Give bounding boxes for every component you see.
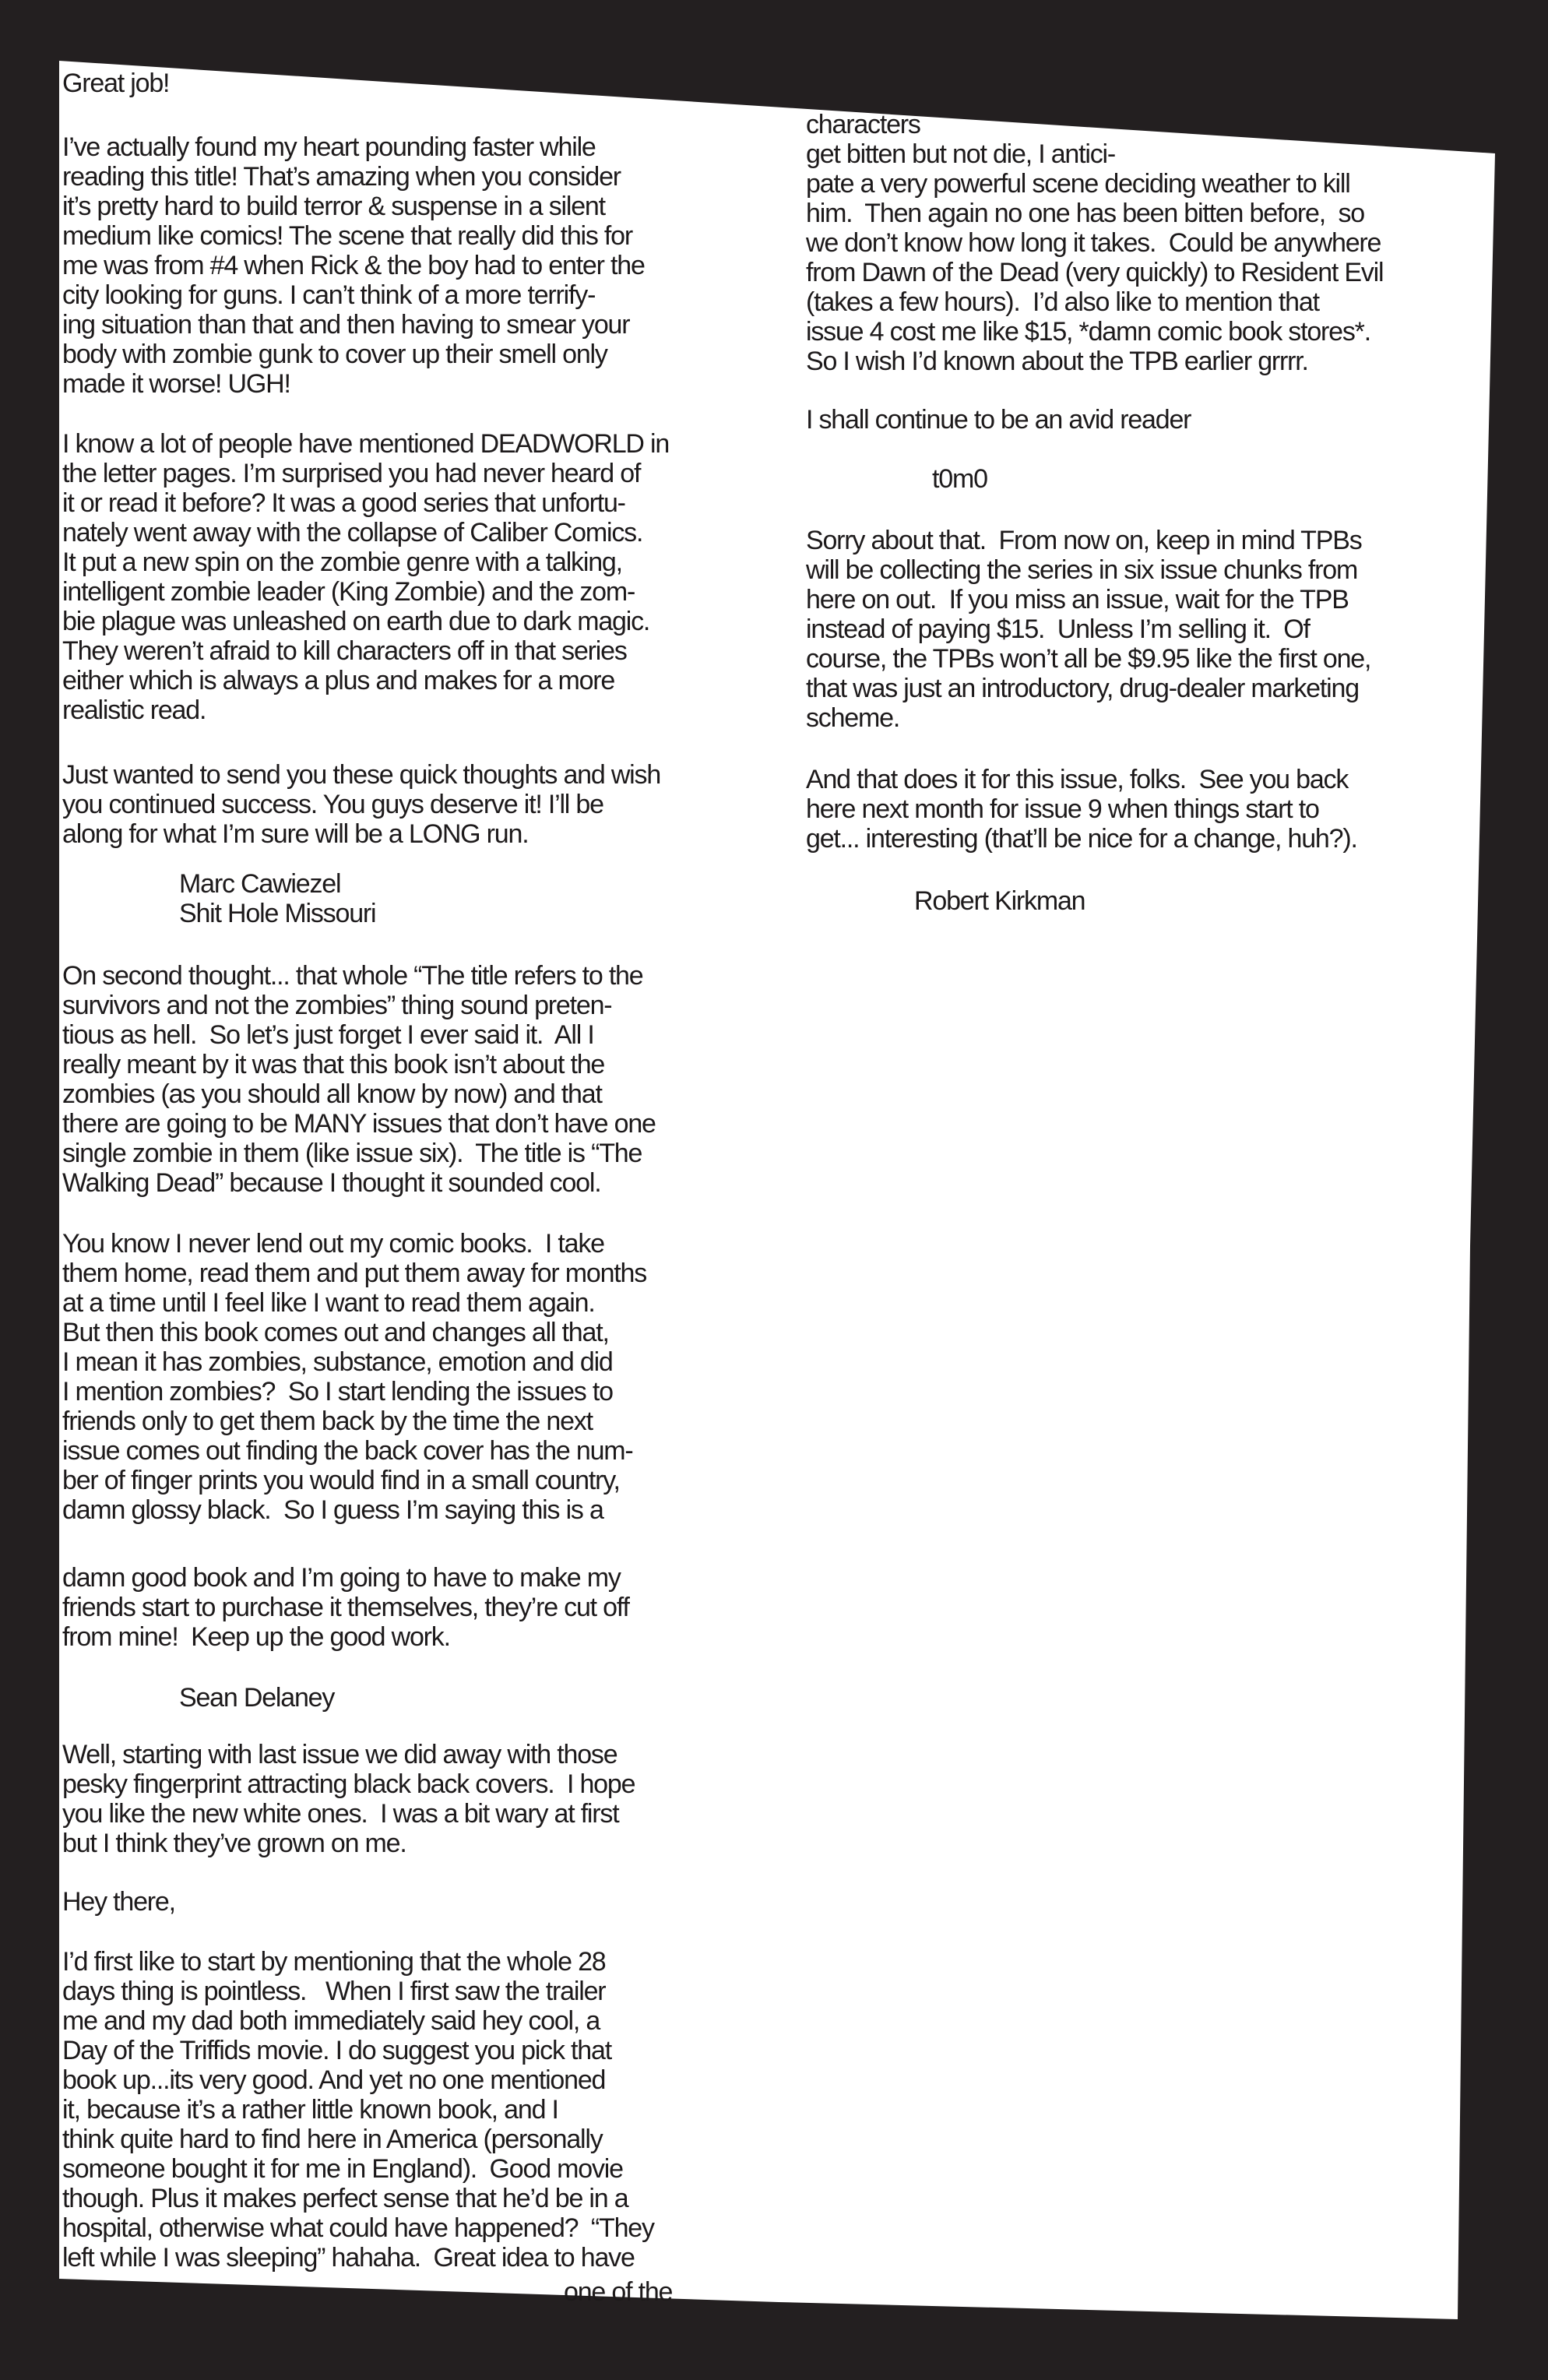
text-line: me and my dad both immediately said hey cool, a <box>62 2006 600 2036</box>
text-line: will be collecting the series in six issue chunks from <box>806 555 1358 585</box>
text-line: pesky fingerprint attracting black back covers. I hope <box>62 1769 635 1799</box>
text-line: but I think they’ve grown on me. <box>62 1829 406 1858</box>
column-carryover-fragment: one of the <box>564 2277 673 2307</box>
text-line: course, the TPBs won’t all be $9.95 like the first one, <box>806 644 1371 674</box>
text-line: Shit Hole Missouri <box>179 899 376 928</box>
letter-2-paragraph-1 <box>62 1947 654 2273</box>
text-line: from Dawn of the Dead (very quickly) to Resident Evil <box>806 258 1384 287</box>
text-line: damn good book and I’m going to have to make my <box>62 1563 621 1593</box>
text-line: along for what I’m sure will be a LONG run. <box>62 819 529 849</box>
text-line: issue 4 cost me like $15, *damn comic book stores*. <box>806 317 1370 347</box>
text-line: t0m0 <box>932 464 987 494</box>
letter-2-closing-line: I shall continue to be an avid reader <box>806 405 1191 435</box>
text-line: Marc Cawiezel <box>179 869 341 899</box>
text-line: here next month for issue 9 when things start to <box>806 794 1319 824</box>
editor-reply-1-paragraph-3 <box>62 1563 629 1652</box>
text-line: we don’t know how long it takes. Could be anywhere <box>806 228 1381 258</box>
text-line: You know I never lend out my comic books. I take <box>62 1229 604 1259</box>
text-line: On second thought... that whole “The title refers to the <box>62 961 643 991</box>
text-line: here on out. If you miss an issue, wait for the TPB <box>806 585 1349 614</box>
text-line: though. Plus it makes perfect sense that he’d be in a <box>62 2184 628 2213</box>
text-line: survivors and not the zombies” thing sound preten- <box>62 991 612 1020</box>
text-line: It put a new spin on the zombie genre with a talking, <box>62 547 622 577</box>
text-line: I’ve actually found my heart pounding faster while <box>62 132 596 162</box>
text-line: I mean it has zombies, substance, emotion and did <box>62 1347 613 1377</box>
text-line: Well, starting with last issue we did away with those <box>62 1740 617 1769</box>
text-line: made it worse! UGH! <box>62 369 290 399</box>
text-line: body with zombie gunk to cover up their smell only <box>62 340 607 369</box>
text-line: them home, read them and put them away for months <box>62 1259 647 1288</box>
text-line: ing situation than that and then having to smear your <box>62 310 630 340</box>
text-line: But then this book comes out and changes all that, <box>62 1318 609 1347</box>
letter-2-paragraph-2 <box>806 110 1383 376</box>
signature-t0m0 <box>932 464 987 494</box>
text-line: ber of finger prints you would find in a small country, <box>62 1466 620 1495</box>
text-line: Robert Kirkman <box>914 886 1085 916</box>
text-line: bie plague was unleashed on earth due to dark magic. <box>62 607 650 636</box>
text-line: hospital, otherwise what could have happened? “They <box>62 2213 654 2243</box>
text-line: him. Then again no one has been bitten before, so <box>806 199 1364 228</box>
text-line: reading this title! That’s amazing when you consider <box>62 162 621 192</box>
text-line: get bitten but not die, I antici- <box>806 139 1116 169</box>
editor-reply-2-paragraph <box>62 1740 635 1858</box>
text-line: single zombie in them (like issue six). The title is “The <box>62 1139 642 1168</box>
text-line: either which is always a plus and makes for a more <box>62 666 615 695</box>
editor-reply-1-paragraph-1 <box>62 961 656 1198</box>
text-line: realistic read. <box>62 695 206 725</box>
signature-robert-kirkman <box>914 886 1085 916</box>
text-line: Sean Delaney <box>179 1683 335 1713</box>
signature-marc-cawiezel <box>179 869 375 928</box>
text-line: characters <box>806 110 920 139</box>
text-line: damn glossy black. So I guess I’m saying this is a <box>62 1495 603 1525</box>
text-line: city looking for guns. I can’t think of a more terrify- <box>62 280 596 310</box>
text-line: I know a lot of people have mentioned DEADWORLD in <box>62 429 670 459</box>
text-line: So I wish I’d known about the TPB earlier grrrr. <box>806 347 1308 376</box>
text-line: And that does it for this issue, folks. See you back <box>806 765 1349 794</box>
text-line: that was just an introductory, drug-dealer marketing <box>806 674 1359 703</box>
text-line: nately went away with the collapse of Caliber Comics. <box>62 518 643 547</box>
text-line: really meant by it was that this book isn’t about the <box>62 1050 605 1079</box>
text-line: get... interesting (that’ll be nice for a change, huh?). <box>806 824 1357 854</box>
text-line: it or read it before? It was a good series that unfortu- <box>62 488 625 518</box>
text-line: instead of paying $15. Unless I’m selling it. Of <box>806 614 1310 644</box>
text-line: (takes a few hours). I’d also like to mention that <box>806 287 1319 317</box>
letter-1-paragraph-3 <box>62 760 660 849</box>
signature-sean-delaney <box>179 1683 334 1713</box>
text-line: medium like comics! The scene that really did this for <box>62 221 633 251</box>
text-line: Just wanted to send you these quick thoughts and wish <box>62 760 661 790</box>
letter-1-paragraph-1 <box>62 132 645 399</box>
text-line: Sorry about that. From now on, keep in mind TPBs <box>806 526 1362 555</box>
text-line: from mine! Keep up the good work. <box>62 1622 450 1652</box>
text-line: Walking Dead” because I thought it sounded cool. <box>62 1168 601 1198</box>
text-line: They weren’t afraid to kill characters off in that series <box>62 636 627 666</box>
text-line: friends only to get them back by the time the next <box>62 1407 593 1436</box>
text-line: it’s pretty hard to build terror & suspense in a silent <box>62 192 605 221</box>
text-line: I mention zombies? So I start lending the issues to <box>62 1377 613 1407</box>
editor-reply-1-paragraph-2 <box>62 1229 646 1525</box>
text-line: me was from #4 when Rick & the boy had to enter the <box>62 251 645 280</box>
text-line: issue comes out finding the back cover has the num- <box>62 1436 633 1466</box>
text-line: there are going to be MANY issues that don’t have one <box>62 1109 656 1139</box>
text-line: days thing is pointless. When I first saw the trailer <box>62 1977 606 2006</box>
text-line: think quite hard to find here in America (personally <box>62 2125 603 2154</box>
text-line: I’d first like to start by mentioning that the whole 28 <box>62 1947 606 1977</box>
editor-reply-3-paragraph-2 <box>806 765 1357 854</box>
editor-reply-3-paragraph-1 <box>806 526 1370 733</box>
text-line: the letter pages. I’m surprised you had never heard of <box>62 459 641 488</box>
text-line: book up...its very good. And yet no one mentioned <box>62 2065 606 2095</box>
text-line: you continued success. You guys deserve it! I’ll be <box>62 790 603 819</box>
letter-1-paragraph-2 <box>62 429 669 725</box>
text-line: pate a very powerful scene deciding weather to kill <box>806 169 1350 199</box>
text-line: someone bought it for me in England). Good movie <box>62 2154 623 2184</box>
greeting-line-2: Hey there, <box>62 1887 175 1917</box>
text-line: Day of the Triffids movie. I do suggest you pick that <box>62 2036 611 2065</box>
text-line: tious as hell. So let’s just forget I ever said it. All I <box>62 1020 594 1050</box>
text-line: intelligent zombie leader (King Zombie) and the zom- <box>62 577 635 607</box>
text-line: scheme. <box>806 703 900 733</box>
text-line: at a time until I feel like I want to read them again. <box>62 1288 595 1318</box>
text-line: left while I was sleeping” hahaha. Great idea to have <box>62 2243 635 2273</box>
greeting-line: Great job! <box>62 69 170 98</box>
text-line: zombies (as you should all know by now) and that <box>62 1079 602 1109</box>
text-line: friends start to purchase it themselves, they’re cut off <box>62 1593 629 1622</box>
text-line: you like the new white ones. I was a bit wary at first <box>62 1799 619 1829</box>
text-line: it, because it’s a rather little known book, and I <box>62 2095 558 2125</box>
